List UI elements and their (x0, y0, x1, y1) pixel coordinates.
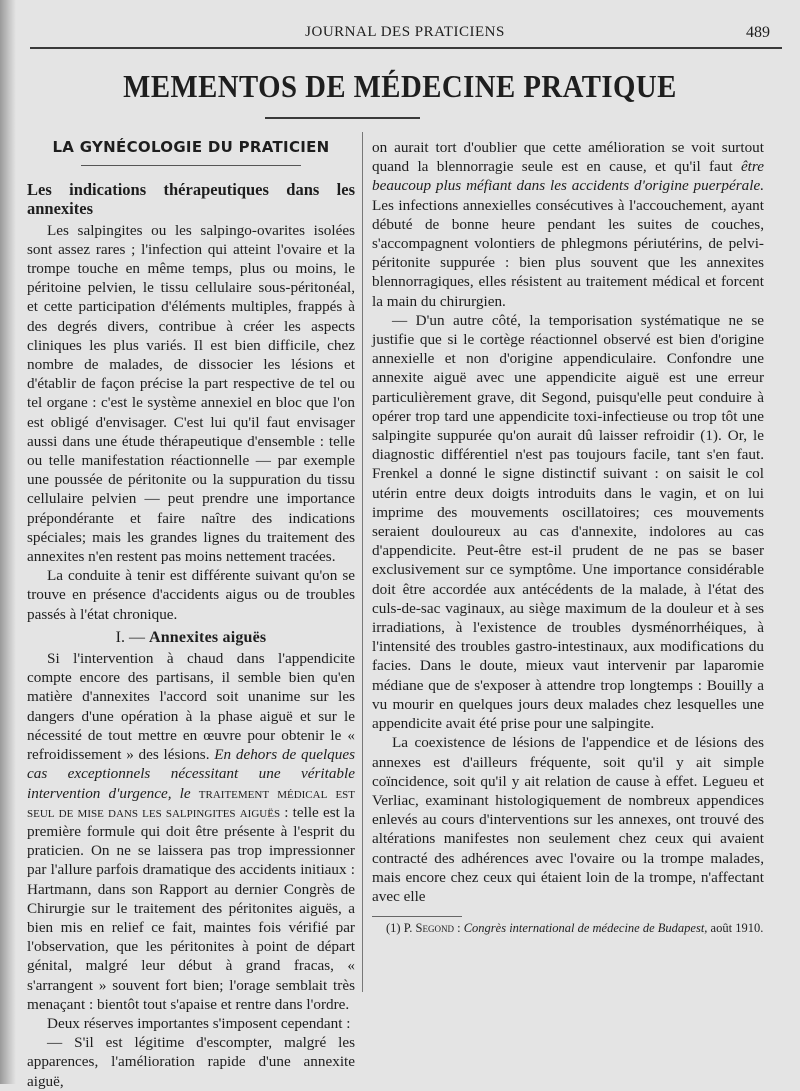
footnote-rule (372, 916, 462, 917)
title-rule (265, 117, 420, 119)
header-rule (30, 47, 782, 49)
article-subtitle: Les indications thérapeutiques dans les annexites (27, 180, 355, 219)
paragraph: — D'un autre côté, la temporisation systématique ne se justifie que si le cortège réactionnel observé est bien d'origine annexielle et non d'origine appendiculaire. Confondre une annexite aiguë avec une appendicite aiguë est une erreur particulièrement grave, dit Segond, puisqu'elle peut conduire à opérer trop tard une appendicite toxi-infectieuse ou trop tôt une salpingite suppurée qu'on aurait dû laisser refroidir (1). Or, le diagnostic différentiel n'est pas toujours facile, tant s'en faut. Frenkel a donné le signe distinctif suivant : on saisit le col utérin entre deux doigts introduits dans le vagin, et on lui imprime des mouvements oscillatoires; ces mouvements seraient douloureux au cas d'annexite, indolores au cas d'appendicite. Peut-être est-il prudent de ne pas se baser exclusivement sur ce symptôme. Une importance considérable doit être accordée aux antécédents de la malade, à l'état des culs-de-sac vaginaux, au siège maximum de la douleur et à ses irradiations, à l'existence de troubles dysménorrhéiques, à l'intensité des troubles gastro-intestinaux, aux modifications du facies. Dans le doute, mieux vaut intervenir par laparomie médiane que de s'exposer à attendre trop longtemps : Bouilly a vu mourir en quelques jours deux malades chez lesquelles une appendicite avait été prise pour une salpingite. (372, 311, 764, 733)
section-title-rule (81, 165, 301, 166)
paragraph-text: on aurait tort d'oublier que cette amélioration se voit surtout quand la blennorragie seule est en cause, et qu'il faut (372, 139, 764, 176)
page-number: 489 (746, 24, 770, 41)
footnote-source: Congrès international de médecine de Budapest, (463, 921, 708, 936)
paragraph: Deux réserves importantes s'imposent cependant : (47, 1014, 351, 1032)
smallcaps-text: traitement médical est seul de mise dans les salpingites aiguës (27, 784, 355, 821)
page-binding-shadow (0, 0, 16, 1084)
italic-text: En dehors de quelques cas exceptionnels nécessitant une véritable intervention d'urgence, le (27, 746, 356, 802)
paragraph-text: Les infections annexielles consécutives à l'accouchement, ayant débuté de bonne heure pendant les suites de couches, s'accompagnent volontiers de phlegmons périutérins, de pelvi-péritonite suppurée : bien plus souvent que les annexites blennorragiques, elles résistent au traitement médical et forcent la main du chirurgien. (372, 196, 764, 310)
left-column (27, 138, 355, 1091)
section-title: LA GYNÉCOLOGIE DU PRATICIEN (52, 138, 330, 156)
paragraph: — S'il est légitime d'escompter, malgré les apparences, l'amélioration rapide d'une annexite aiguë, (27, 1034, 355, 1090)
running-header (40, 24, 770, 46)
footnote-mark: (1) P. (386, 921, 413, 936)
paragraph: La coexistence de lésions de l'appendice et de lésions des annexes est d'ailleurs fréquente, soit qu'il y ait simple coïncidence, soit qu'il y ait relation de cause à effet. Legueu et Verliac, examinant histologiquement de nombreux appendices enlevés au cours d'interventions sur les annexes, ont trouvé des altérations manifestes non seulement chez ceux qui avaient contracté des adhérences avec l'ovaire ou la trompe malades, mais encore chez ceux qui étaient loin de la trompe, n'affectant avec elle (372, 734, 764, 905)
page-title: MEMENTOS DE MÉDECINE PRATIQUE (123, 68, 677, 104)
part-title: Annexites aiguës (148, 628, 267, 646)
paragraph: La conduite à tenir est différente suivant qu'on se trouve en présence d'accidents aigus ou de troubles passés à l'état chronique. (27, 567, 355, 623)
paragraph: Les salpingites ou les salpingo-ovarites isolées sont assez rares ; l'infection qui atteint l'ovaire et la trompe touche en même temps, plus ou moins, le péritoine pelvien, le tissu cellulaire sous-péritonéal, et cette participation d'éléments multiples, frappés à des degrés divers, contribue à créer les aspects cliniques les plus variés. Il est bien difficile, chez nombre de malades, de dissocier les lésions et d'établir de façon précise la part respective de tel ou tel organe : c'est le système annexiel en bloc que l'on est obligé d'envisager. C'est lui qu'il faut envisager aussi dans une étude thérapeutique d'ensemble : telle ou telle manifestation réactionnelle — par exemple une poussée de péritonite ou la suppuration du tissu cellulaire pelvien — peut prendre une importance prépondérante et faire naître des indications spéciales; mais les grandes lignes du traitement des annexites n'en restent pas moins nettement tracées. (27, 221, 355, 566)
column-divider (362, 132, 363, 992)
italic-text: être beaucoup plus méfiant dans les accidents d'origine puerpérale. (372, 158, 764, 195)
right-column (372, 138, 764, 936)
footnote-author: Segond (415, 921, 454, 936)
footnote-separator: : (457, 921, 461, 936)
part-numeral: I. — (115, 628, 145, 646)
paragraph (27, 649, 355, 1014)
footnote (372, 921, 764, 936)
part-heading (27, 628, 355, 647)
journal-name: JOURNAL DES PRATICIENS (305, 24, 505, 40)
paragraph-text: Si l'intervention à chaud dans l'appendicite compte encore des partisans, il semble bien qu'en matière d'annexites l'accord soit unanime sur les dangers d'une opération à la phase aiguë et sur le nécessité de tout mettre en œuvre pour obtenir le « refroidissement » des lésions. (27, 650, 355, 764)
footnote-date: août 1910. (710, 921, 764, 936)
paragraph (372, 138, 764, 311)
paragraph-text: : telle est la première formule qui doit être présente à l'esprit du praticien. On ne se laissera pas trop impressionner par l'allure parfois dramatique des accidents initiaux : Hartmann, dans son Rapport au dernier Congrès de Chirurgie sur le traitement des péritonites aiguës, a bien mis en relief ce fait, maintes fois vérifié par l'observation, que les péritonites à point de départ génital, malgré leur début à grand fracas, « s'arrangent » souvent fort bien; l'orage semblait très menaçant : bientôt tout s'apaise et rentre dans l'ordre. (27, 803, 355, 1013)
